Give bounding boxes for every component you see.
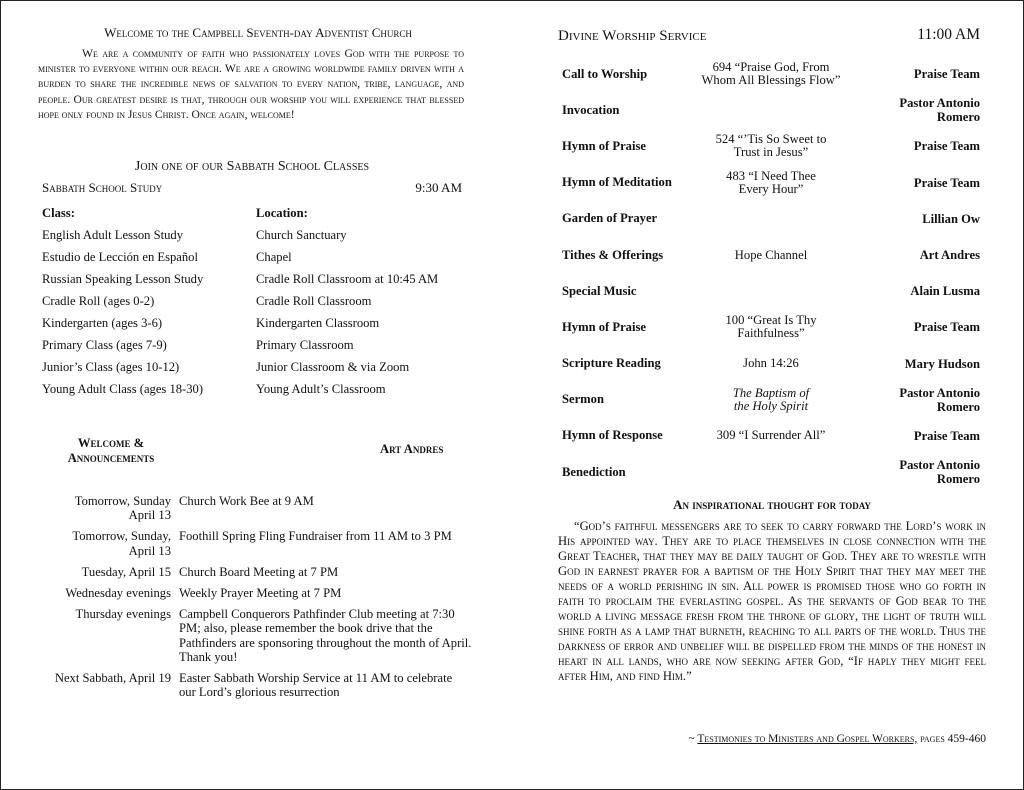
service-leader-line1: Alain Lusma [910,284,980,299]
service-detail [688,61,854,87]
class-location: Cradle Roll Classroom [256,293,372,308]
service-leader [854,212,980,226]
sabbath-school-study-label: Sabbath School Study [42,180,163,195]
service-leader-line1: Pastor Antonio [899,96,980,111]
sabbath-school-study-time: 9:30 AM [415,180,462,195]
service-part: Call to Worship [562,66,648,81]
service-row [562,382,980,418]
announcement-text: Church Board Meeting at 7 PM [179,564,339,579]
class-location: Church Sanctuary [256,227,347,242]
class-name: English Adult Lesson Study [42,227,183,242]
sabbath-school-study-row [42,180,462,196]
class-row [42,246,472,268]
service-detail [688,133,854,159]
announcement-date [42,586,179,600]
service-leader-line1: Lillian Ow [922,211,980,226]
location-column-header: Location: [256,205,308,220]
announcement-date-line2: April 13 [128,508,171,523]
class-location: Kindergarten Classroom [256,315,380,330]
announcement-item [42,607,472,664]
class-location: Chapel [256,249,292,264]
service-detail-line1: 100 “Great Is Thy [725,313,817,328]
sabbath-school-title: Join one of our Sabbath School Classes [134,159,370,174]
service-part: Special Music [562,283,637,298]
service-detail-line1: 309 “I Surrender All” [716,428,826,443]
class-row [42,224,472,246]
service-leader-line2: Romero [936,472,980,487]
class-row [42,312,472,334]
announcement-text: Church Work Bee at 9 AM [179,494,314,508]
service-leader [854,357,980,371]
announcement-date-line1: Tuesday, April 15 [81,564,171,579]
service-detail-line1: Hope Channel [734,247,808,262]
service-row [562,454,980,490]
classes-table [42,202,472,400]
service-leader [854,67,980,81]
announcements-title-line1: Welcome & [77,436,145,450]
welcome-paragraph: We are a community of faith who passionately loves God with the purpose to minister to everyone within our reach. We are a growing worldwide family driven with a burden to share the incredible news of salvation to every nation, tribe, language, and people. Our greatest desire is that, through our worship you will experience that blessed hope only found in Jesus Christ. Once again, welcome! [38,47,464,121]
service-leader-line1: Art Andres [919,248,980,263]
announcement-item [42,586,472,600]
service-detail [688,249,854,262]
service-detail-line1: The Baptism of [732,385,810,400]
announcements-title [46,436,176,466]
service-detail-line1: 483 “I Need Thee [726,168,816,183]
service-part: Hymn of Meditation [562,175,672,190]
service-leader [854,248,980,262]
inspirational-thought-source [560,733,986,745]
class-row [42,356,472,378]
service-detail [688,429,854,442]
class-location: Primary Classroom [256,337,354,352]
service-detail [688,170,854,196]
service-row [562,165,980,201]
announcement-text: Campbell Conquerors Pathfinder Club meeting at 7:30 PM; also, please remember the book drive that the Pathfinders are sponsoring throughout the month of April. Thank you! [179,607,472,664]
service-detail-line2: Trust in Jesus” [733,145,809,160]
class-name: Primary Class (ages 7-9) [42,337,167,352]
class-name: Estudio de Lección en Español [42,249,198,264]
source-pages: pages 459-460 [917,733,986,745]
service-leader [854,284,980,298]
service-part: Tithes & Offerings [562,247,664,262]
service-detail [688,357,854,370]
order-of-service [562,56,980,490]
announcement-date [42,565,179,579]
service-detail-line2: the Holy Spirit [733,398,809,413]
announcement-item [42,494,472,522]
service-detail [688,314,854,340]
welcome-title: Welcome to the Campbell Seventh-day Adventist Church [104,25,412,40]
announcement-item [42,671,472,699]
announcement-text: Weekly Prayer Meeting at 7 PM [179,586,342,601]
service-leader [854,320,980,334]
class-row [42,290,472,312]
service-row [562,201,980,237]
worship-service-title: Divine Worship Service [558,28,707,44]
inspirational-thought-body: “God’s faithful messengers are to seek to carry forward the Lord’s work in His appointed way. They are to place themselves in close connection with the Great Teacher, that they may be daily taught of God. They are to wrestle with God in earnest prayer for a baptism of the Holy Spirit that they may meet the needs of a world perishing in sin. All power is promised those who go forth in faith to proclaim the everlasting gospel. As the servants of God bear to the world a living message fresh from the throne of glory, the light of truth will shine forth as a lamp that burneth, reaching to all parts of the world. Thus the darkness of error and unbelief will be dispelled from the minds of the honest in heart in all lands, who are now seeking after God, “If haply they might feel after Him, and find Him.” [558,519,986,683]
class-row [42,268,472,290]
service-leader [854,96,980,124]
service-leader-line2: Romero [936,110,980,125]
announcement-date [42,671,179,699]
service-part: Hymn of Response [562,428,663,443]
announcements-title-line2: Announcements [67,451,155,465]
announcement-text: Easter Sabbath Worship Service at 11 AM to celebrate our Lord’s glorious resurrection [179,671,453,700]
class-row [42,378,472,400]
service-part: Benediction [562,464,626,479]
service-leader [854,458,980,486]
service-leader-line1: Mary Hudson [904,356,980,371]
announcement-date-line1: Next Sabbath, April 19 [54,671,171,686]
class-name: Kindergarten (ages 3-6) [42,315,163,330]
service-detail-line1: 524 “’Tis So Sweet to [715,132,827,147]
announcement-date-line1: Tomorrow, Sunday, [72,529,171,544]
class-name: Russian Speaking Lesson Study [42,271,204,286]
service-row [562,346,980,382]
service-leader-line1: Praise Team [913,320,980,335]
classes-header-row [42,202,472,224]
service-part: Garden of Prayer [562,211,658,226]
source-prefix: ~ [688,733,698,745]
service-detail-line2: Faithfulness” [737,326,805,341]
service-row [562,309,980,345]
service-row [562,273,980,309]
class-location: Junior Classroom & via Zoom [256,359,410,374]
service-leader-line2: Romero [936,399,980,414]
announcement-date [42,529,179,557]
service-detail-line1: 694 “Praise God, From [712,60,830,75]
service-row [562,128,980,164]
service-leader [854,139,980,153]
announcement-date-line1: Wednesday evenings [65,586,171,601]
service-leader-line1: Praise Team [913,175,980,190]
announcement-date-line1: Tomorrow, Sunday [74,494,171,508]
service-part: Sermon [562,392,604,407]
service-row [562,56,980,92]
service-part: Scripture Reading [562,356,661,371]
worship-service-time: 11:00 AM [917,26,980,43]
announcement-date [42,607,179,664]
service-leader [854,176,980,190]
service-row [562,92,980,128]
announcement-item [42,565,472,579]
service-detail-line2: Whom All Blessings Flow” [701,73,841,88]
class-name: Young Adult Class (ages 18-30) [42,381,204,396]
service-leader-line1: Praise Team [913,67,980,82]
announcement-item [42,529,472,557]
service-leader-line1: Praise Team [913,428,980,443]
service-detail-line1: John 14:26 [743,356,799,371]
service-leader-line1: Pastor Antonio [899,458,980,473]
announcement-date-line2: April 13 [128,543,171,558]
service-part: Hymn of Praise [562,319,646,334]
source-title: Testimonies to Ministers and Gospel Workers, [697,733,918,745]
class-location: Cradle Roll Classroom at 10:45 AM [256,271,439,286]
inspirational-thought-title: An inspirational thought for today [673,497,871,512]
service-leader-line1: Praise Team [913,139,980,154]
announcement-date-line1: Thursday evenings [75,607,171,622]
announcements-list [42,494,472,706]
service-leader [854,429,980,443]
service-detail-line2: Every Hour” [738,181,804,196]
service-part: Hymn of Praise [562,138,646,153]
announcement-date [42,494,179,522]
service-leader [854,386,980,414]
sermon-title [688,387,854,413]
announcement-text: Foothill Spring Fling Fundraiser from 11 AM to 3 PM [179,529,452,544]
class-location: Young Adult’s Classroom [256,381,386,396]
announcements-leader: Art Andres [380,442,444,456]
service-leader-line1: Pastor Antonio [899,385,980,400]
class-name: Cradle Roll (ages 0-2) [42,293,155,308]
class-name: Junior’s Class (ages 10-12) [42,359,180,374]
service-part: Invocation [562,102,620,117]
class-row [42,334,472,356]
class-column-header: Class: [42,205,75,220]
service-row [562,418,980,454]
service-row [562,237,980,273]
